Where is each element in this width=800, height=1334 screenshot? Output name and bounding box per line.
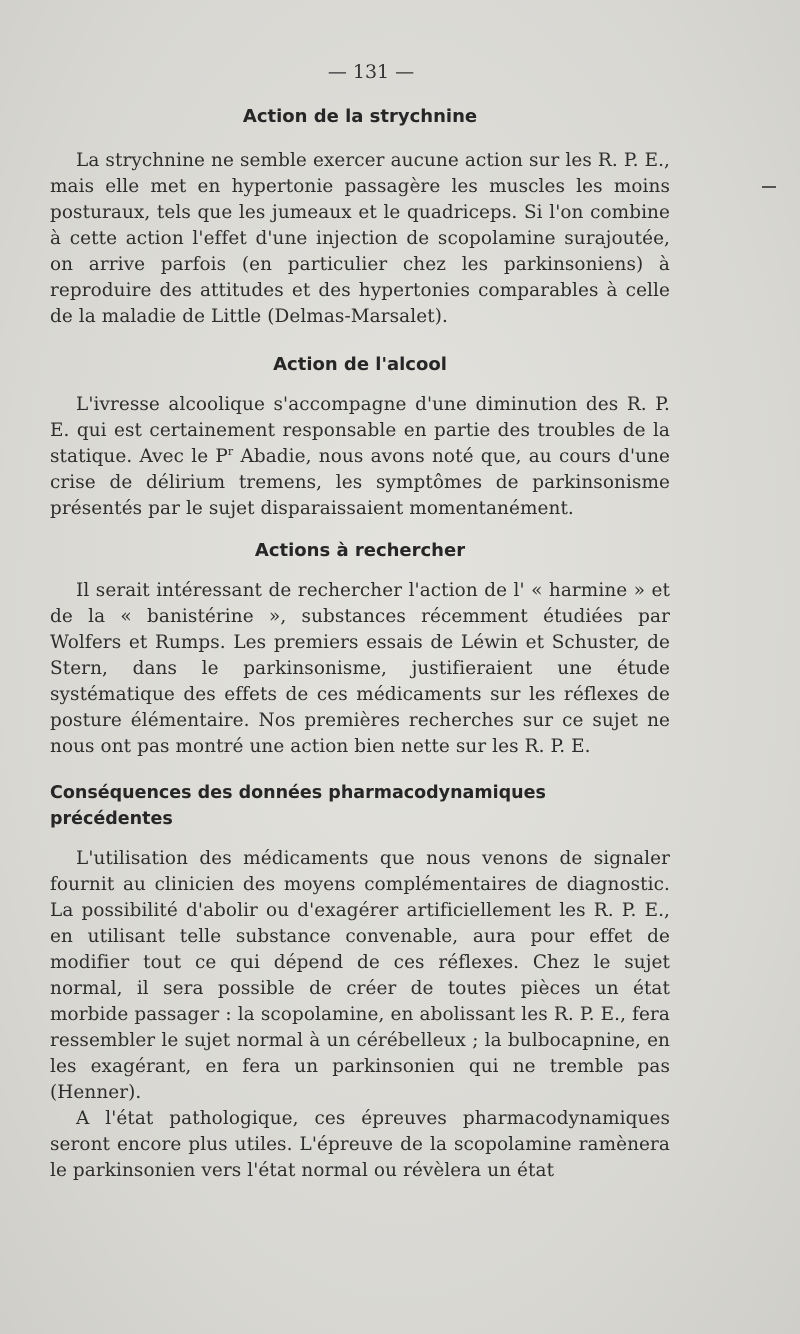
section-consequences bbox=[50, 780, 670, 1184]
superscript: r bbox=[227, 445, 234, 458]
section-actions-a-rechercher bbox=[50, 538, 670, 760]
paragraph: La strychnine ne semble exercer aucune action sur les R. P. E., mais elle met en hypertonie passagère les muscles les moins posturaux, tels que les jumeaux et le quadriceps. Si l'on combine à cette action l'effet d'une injection de scopolamine surajoutée, on arrive parfois (en particulier chez les parkinsoniens) à reproduire des attitudes et des hypertonies comparables à celle de la maladie de Little (Delmas-Marsalet). bbox=[50, 150, 670, 327]
section-heading: Action de la strychnine bbox=[242, 106, 478, 127]
book-page bbox=[50, 52, 670, 1184]
section-strychnine bbox=[50, 104, 670, 330]
section-alcool bbox=[50, 352, 670, 522]
paragraph: L'utilisation des médicaments que nous venons de signaler fournit au clinicien des moyens complémentaires de diagnostic. La possibilité d'abolir ou d'exagérer artificiellement les R. P. E., en utilisant telle substance convenable, aura pour effet de modifier tout ce qui dépend de ces réflexes. Chez le sujet normal, il sera possible de créer de toutes pièces un état morbide passager : la scopolamine, en abolissant les R. P. E., fera ressembler le sujet normal à un cérébelleux ; la bulbocapnine, en les exagérant, en fera un parkinsonien qui ne tremble pas (Henner). bbox=[50, 848, 670, 1103]
section-heading: Actions à rechercher bbox=[254, 540, 466, 561]
paragraph: Il serait intéressant de rechercher l'action de l' « harmine » et de la « banistérine », substances récemment étudiées par Wolfers et Rumps. Les premiers essais de Léwin et Schuster, de Stern, dans le parkinsonisme, justifieraient une étude systématique des effets de ces médicaments sur les réflexes de posture élémentaire. Nos premières recherches sur ce sujet ne nous ont pas montré une action bien nette sur les R. P. E. bbox=[50, 580, 670, 757]
page-number: — 131 — bbox=[327, 61, 415, 83]
margin-mark bbox=[762, 186, 776, 188]
paragraph bbox=[50, 392, 670, 522]
paragraph-text: L'ivresse alcoolique s'accompagne d'une diminution des R. P. E. qui est certainement responsable en partie des troubles de la statique. Avec le P bbox=[50, 394, 670, 467]
section-heading: Action de l'alcool bbox=[273, 354, 447, 375]
section-heading: Conséquences des données pharmacodynamiques précédentes bbox=[50, 783, 546, 829]
paragraph: A l'état pathologique, ces épreuves pharmacodynamiques seront encore plus utiles. L'épreuve de la scopolamine ramènera le parkinsonien vers l'état normal ou révèlera un état bbox=[50, 1108, 670, 1181]
paragraph-text: Abadie, nous avons noté que, au cours d'une crise de délirium tremens, les symptômes de parkinsonisme présentés par le sujet disparaissaient momentanément. bbox=[50, 446, 670, 519]
